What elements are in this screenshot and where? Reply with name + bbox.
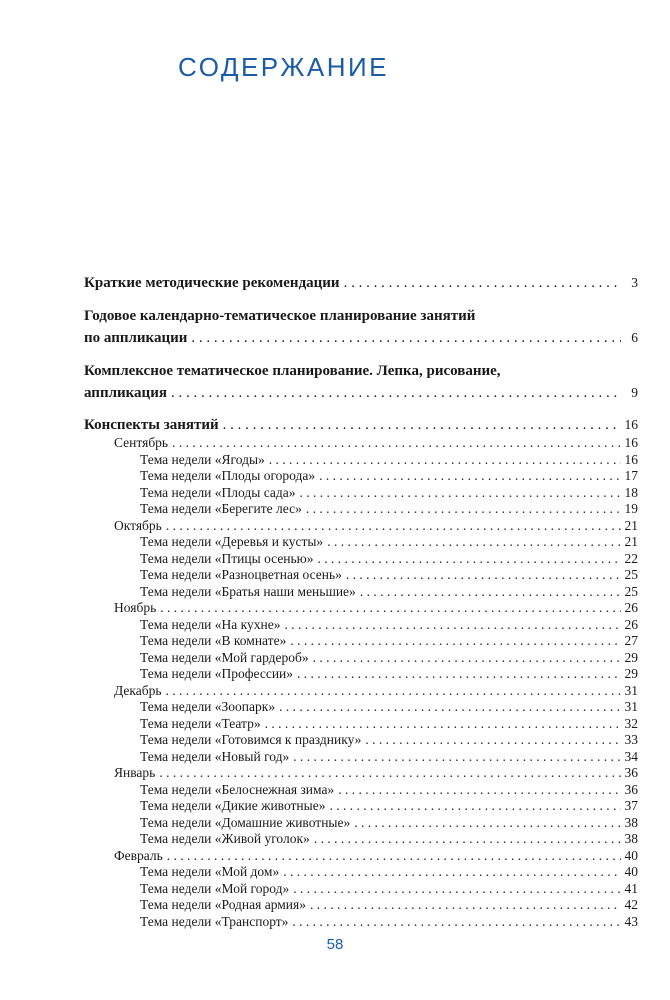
toc-entry[interactable]	[84, 272, 638, 294]
toc-entry[interactable]	[84, 584, 638, 601]
toc-page-number: 18	[624, 484, 638, 500]
dot-leader	[166, 518, 621, 535]
table-of-contents	[84, 272, 638, 930]
toc-entry[interactable]	[84, 551, 638, 568]
toc-page-number: 43	[624, 913, 638, 929]
toc-week-topic	[84, 534, 638, 551]
dot-leader	[310, 897, 621, 914]
toc-entry-text: Январь	[114, 765, 156, 780]
toc-entry-text: Тема недели «Мой город»	[140, 880, 290, 896]
dot-leader	[319, 468, 621, 485]
toc-entry[interactable]	[84, 518, 638, 535]
toc-entry[interactable]	[84, 782, 638, 799]
toc-entry-text: Тема недели «Деревья и кусты»	[140, 534, 324, 549]
toc-entry-text: Тема недели «Берегите лес»	[140, 501, 302, 516]
dot-leader	[167, 848, 621, 865]
toc-page-number: 27	[624, 633, 638, 648]
toc-entry-text: Тема недели «Ягоды»	[140, 451, 265, 467]
toc-entry-text: Февраль	[114, 847, 163, 863]
toc-entry-text: по аппликации	[84, 330, 188, 346]
toc-entry[interactable]	[84, 534, 638, 551]
toc-week-topic	[84, 716, 638, 733]
dot-leader	[329, 798, 621, 815]
toc-week-topic	[84, 831, 638, 848]
toc-section	[84, 415, 638, 435]
toc-major-entry[interactable]	[84, 360, 638, 404]
toc-entry-text: Краткие методические рекомендации	[84, 275, 340, 291]
dot-leader	[344, 272, 621, 294]
toc-week-topic	[84, 617, 638, 634]
major-entries	[84, 272, 638, 404]
toc-entry-text: Тема недели «Готовимся к празднику»	[140, 732, 362, 747]
toc-entry-text: Тема недели «Домашние животные»	[140, 814, 351, 830]
toc-week-topic	[84, 897, 638, 914]
toc-entry-text: Тема недели «Мой гардероб»	[140, 649, 309, 665]
dot-leader	[159, 765, 621, 782]
toc-page-number: 36	[624, 765, 638, 780]
toc-entry-text: Тема недели «Транспорт»	[140, 913, 289, 929]
toc-week-topic	[84, 633, 638, 650]
toc-week-topic	[84, 782, 638, 799]
toc-entry-text: аппликация	[84, 385, 167, 401]
month-list	[84, 435, 638, 930]
dot-leader	[318, 551, 621, 568]
toc-entry-text: Сентябрь	[114, 435, 169, 450]
dot-leader	[292, 914, 621, 931]
toc-week-topic	[84, 452, 638, 469]
toc-entry[interactable]	[84, 897, 638, 914]
dot-leader	[191, 327, 621, 349]
toc-entry[interactable]	[84, 881, 638, 898]
toc-entry[interactable]	[84, 600, 638, 617]
toc-page-number: 38	[624, 831, 638, 846]
toc-entry[interactable]	[84, 914, 638, 931]
toc-entry[interactable]	[84, 716, 638, 733]
toc-entry-text: Годовое календарно-тематическое планирование занятий	[84, 308, 476, 324]
toc-entry-text: Тема недели «Плоды огорода»	[140, 468, 316, 483]
toc-week-topic	[84, 798, 638, 815]
page-number: 58	[326, 936, 344, 953]
toc-month	[84, 848, 638, 865]
dot-leader	[314, 831, 621, 848]
toc-entry[interactable]	[84, 848, 638, 865]
dot-leader	[299, 485, 621, 502]
toc-page-number: 37	[624, 798, 638, 813]
toc-entry[interactable]	[84, 382, 638, 404]
toc-page-number: 3	[631, 275, 638, 290]
toc-entry-text: Тема недели «Профессии»	[140, 666, 294, 681]
dot-leader	[265, 716, 621, 733]
toc-week-topic	[84, 749, 638, 766]
toc-entry-text: Тема недели «В комнате»	[140, 633, 287, 648]
toc-entry[interactable]	[84, 468, 638, 485]
toc-entry[interactable]	[84, 633, 638, 650]
dot-leader	[283, 864, 621, 881]
toc-entry-text: Тема недели «Зоопарк»	[140, 699, 276, 714]
toc-entry[interactable]	[84, 327, 638, 349]
toc-entry[interactable]	[84, 567, 638, 584]
toc-page-number: 21	[624, 517, 638, 533]
toc-page-number: 6	[631, 330, 638, 345]
toc-entry-text: Тема недели «На кухне»	[140, 616, 281, 632]
dot-leader	[223, 415, 621, 435]
toc-page-number: 26	[624, 600, 638, 615]
toc-entry[interactable]	[84, 650, 638, 667]
toc-entry[interactable]	[84, 732, 638, 749]
toc-week-topic	[84, 650, 638, 667]
toc-month	[84, 518, 638, 535]
toc-month	[84, 765, 638, 782]
toc-week-topic	[84, 914, 638, 931]
toc-page-number: 31	[624, 699, 638, 714]
dot-leader	[306, 501, 621, 518]
toc-page-number: 29	[624, 666, 638, 681]
dot-leader	[365, 732, 621, 749]
toc-week-topic	[84, 666, 638, 683]
toc-entry-text: Тема недели «Птицы осенью»	[140, 550, 314, 566]
toc-page-number: 41	[624, 880, 638, 896]
toc-major-entry[interactable]	[84, 305, 638, 349]
toc-page-number: 16	[624, 417, 638, 432]
dot-leader	[297, 666, 621, 683]
dot-leader	[293, 749, 621, 766]
dot-leader	[354, 815, 621, 832]
toc-entry-text: Тема недели «Белоснежная зима»	[140, 781, 335, 797]
toc-entry-text: Тема недели «Плоды сада»	[140, 484, 296, 500]
toc-entry[interactable]	[84, 435, 638, 452]
toc-week-topic	[84, 864, 638, 881]
toc-week-topic	[84, 881, 638, 898]
dot-leader	[269, 452, 621, 469]
toc-entry-text: Тема недели «Живой уголок»	[140, 831, 310, 846]
toc-entry[interactable]	[84, 831, 638, 848]
toc-page-number: 22	[624, 550, 638, 566]
toc-entry[interactable]	[84, 415, 638, 435]
toc-week-topic	[84, 567, 638, 584]
dot-leader	[172, 435, 621, 452]
toc-entry-text: Комплексное тематическое планирование. Лепка, рисование,	[84, 363, 501, 379]
toc-month	[84, 435, 638, 452]
toc-page-number: 21	[624, 534, 638, 549]
dot-leader	[346, 567, 621, 584]
toc-page-number: 16	[624, 435, 638, 450]
toc-week-topic	[84, 584, 638, 601]
toc-entry-text: Тема недели «Мой дом»	[140, 864, 280, 879]
toc-page-number: 40	[624, 864, 638, 879]
toc-page-number: 33	[624, 732, 638, 747]
toc-entry[interactable]	[84, 749, 638, 766]
toc-entry-text: Октябрь	[114, 517, 162, 533]
toc-entry-text: Тема недели «Братья наши меньшие»	[140, 583, 356, 599]
toc-entry-text: Тема недели «Новый год»	[140, 748, 290, 764]
dot-leader	[279, 699, 621, 716]
page-title: СОДЕРЖАНИЕ	[178, 52, 390, 82]
toc-page-number: 17	[624, 468, 638, 483]
dot-leader	[360, 584, 621, 601]
toc-entry-text: Тема недели «Дикие животные»	[140, 798, 326, 813]
toc-page-number: 26	[624, 616, 638, 632]
toc-entry[interactable]	[84, 798, 638, 815]
toc-month	[84, 683, 638, 700]
toc-page-number: 31	[624, 682, 638, 698]
toc-week-topic	[84, 732, 638, 749]
dot-leader	[290, 633, 621, 650]
toc-page-number: 34	[624, 748, 638, 764]
toc-page-number: 36	[624, 781, 638, 797]
toc-page-number: 40	[624, 847, 638, 863]
toc-week-topic	[84, 468, 638, 485]
toc-page-number: 32	[624, 715, 638, 731]
toc-entry[interactable]	[84, 815, 638, 832]
toc-week-topic	[84, 551, 638, 568]
dot-leader	[284, 617, 621, 634]
toc-month	[84, 600, 638, 617]
dot-leader	[166, 683, 622, 700]
toc-entry[interactable]	[84, 617, 638, 634]
toc-entry-text: Тема недели «Разноцветная осень»	[140, 567, 342, 582]
toc-entry-text: Ноябрь	[114, 600, 157, 615]
dot-leader	[293, 881, 621, 898]
toc-entry[interactable]	[84, 666, 638, 683]
dot-leader	[160, 600, 621, 617]
dot-leader	[313, 650, 621, 667]
toc-entry[interactable]	[84, 699, 638, 716]
toc-page-number: 42	[624, 897, 638, 912]
toc-entry[interactable]	[84, 683, 638, 700]
toc-entry-text: Декабрь	[114, 682, 162, 698]
toc-entry[interactable]	[84, 864, 638, 881]
toc-entry-text: Тема недели «Театр»	[140, 715, 261, 731]
toc-entry[interactable]	[84, 765, 638, 782]
toc-week-topic	[84, 485, 638, 502]
toc-week-topic	[84, 815, 638, 832]
toc-entry[interactable]	[84, 485, 638, 502]
dot-leader	[171, 382, 621, 404]
toc-page-number: 25	[624, 567, 638, 582]
toc-week-topic	[84, 699, 638, 716]
toc-major-entry[interactable]	[84, 272, 638, 294]
toc-page-number: 29	[624, 649, 638, 665]
toc-entry[interactable]	[84, 501, 638, 518]
dot-leader	[327, 534, 621, 551]
toc-page-number: 16	[624, 451, 638, 467]
toc-page-number: 9	[631, 385, 638, 400]
toc-page-number: 19	[624, 501, 638, 516]
dot-leader	[338, 782, 621, 799]
toc-page-number: 25	[624, 583, 638, 599]
toc-entry-text: Конспекты занятий	[84, 417, 219, 433]
toc-week-topic	[84, 501, 638, 518]
toc-entry-text: Тема недели «Родная армия»	[140, 897, 306, 912]
toc-page-number: 38	[624, 814, 638, 830]
toc-entry[interactable]	[84, 452, 638, 469]
